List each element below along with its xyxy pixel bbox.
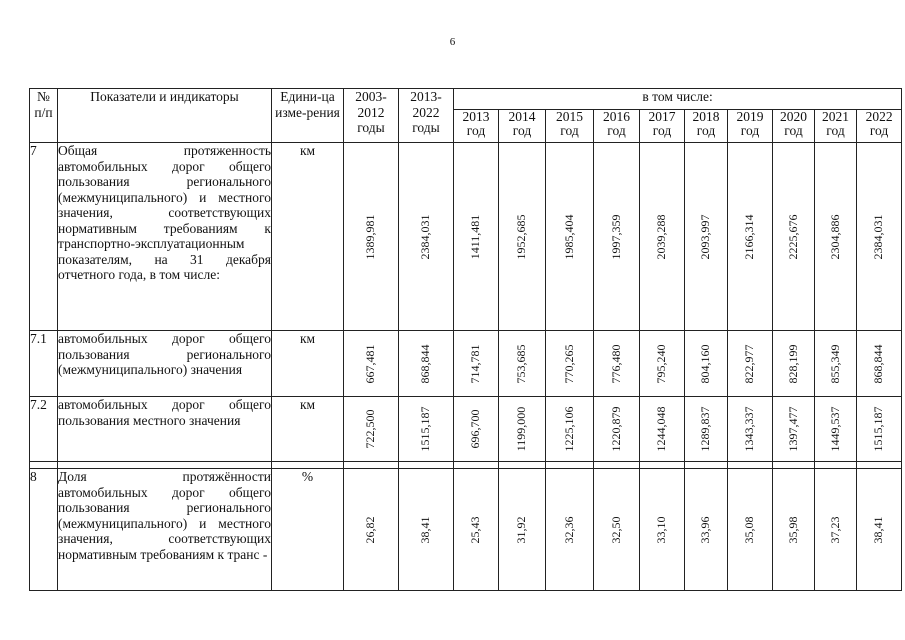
value-cell bbox=[454, 331, 499, 397]
value-text: 722,500 bbox=[363, 409, 378, 449]
value-cell bbox=[685, 143, 728, 331]
table-row bbox=[30, 469, 902, 591]
value-text: 1199,000 bbox=[514, 406, 529, 452]
value-text: 2304,886 bbox=[827, 214, 842, 259]
value-cell bbox=[857, 143, 902, 331]
value-text: 1411,481 bbox=[468, 214, 483, 259]
value-text: 33,10 bbox=[654, 516, 669, 543]
value-text: 868,844 bbox=[418, 344, 433, 383]
unit-cell: км bbox=[272, 143, 344, 331]
value-text: 1515,187 bbox=[871, 406, 886, 452]
row-number: 8 bbox=[30, 469, 58, 591]
value-text: 1289,837 bbox=[698, 406, 713, 452]
value-text: 2384,031 bbox=[871, 214, 886, 259]
value-cell bbox=[640, 469, 685, 591]
value-cell bbox=[594, 397, 640, 462]
value-cell bbox=[546, 397, 594, 462]
value-cell bbox=[728, 331, 773, 397]
value-cell bbox=[685, 397, 728, 462]
header-including: в том числе: bbox=[454, 89, 902, 110]
page-number: 6 bbox=[449, 36, 456, 48]
value-text: 770,265 bbox=[561, 344, 576, 383]
value-cell bbox=[399, 143, 454, 331]
value-text: 1985,404 bbox=[561, 214, 576, 259]
value-cell bbox=[728, 469, 773, 591]
value-cell bbox=[594, 331, 640, 397]
header-year: 2014 год bbox=[499, 110, 546, 143]
value-cell bbox=[815, 143, 857, 331]
value-cell bbox=[546, 469, 594, 591]
value-text: 696,700 bbox=[468, 409, 483, 449]
value-cell bbox=[594, 143, 640, 331]
value-cell bbox=[773, 331, 815, 397]
indicator-name: автомобильных дорог общего пользования регионального (межмуниципального) значения bbox=[58, 331, 272, 397]
header-year: 2020 год bbox=[773, 110, 815, 143]
value-cell bbox=[640, 397, 685, 462]
value-text: 25,43 bbox=[468, 516, 483, 543]
header-period-2013-2022: 2013-2022 годы bbox=[399, 89, 454, 143]
value-text: 2384,031 bbox=[418, 214, 433, 259]
indicator-name: автомобильных дорог общего пользования местного значения bbox=[58, 397, 272, 462]
value-cell bbox=[728, 397, 773, 462]
value-cell bbox=[728, 143, 773, 331]
value-text: 795,240 bbox=[654, 344, 669, 383]
value-cell bbox=[344, 397, 399, 462]
value-text: 2039,288 bbox=[654, 214, 669, 259]
value-cell bbox=[344, 469, 399, 591]
value-cell bbox=[815, 397, 857, 462]
value-cell bbox=[499, 331, 546, 397]
header-row-top bbox=[30, 89, 902, 110]
value-cell bbox=[546, 143, 594, 331]
header-year: 2018 год bbox=[685, 110, 728, 143]
value-cell bbox=[815, 331, 857, 397]
table-row bbox=[30, 143, 902, 331]
value-text: 1244,048 bbox=[654, 406, 669, 452]
value-cell bbox=[499, 397, 546, 462]
value-text: 868,844 bbox=[871, 344, 886, 383]
value-cell bbox=[399, 331, 454, 397]
value-text: 32,50 bbox=[608, 516, 623, 543]
value-text: 1449,537 bbox=[827, 406, 842, 452]
unit-cell: км bbox=[272, 331, 344, 397]
value-cell bbox=[454, 143, 499, 331]
value-text: 31,92 bbox=[514, 516, 529, 543]
header-year: 2019 год bbox=[728, 110, 773, 143]
value-cell bbox=[685, 331, 728, 397]
value-text: 1343,337 bbox=[742, 406, 757, 452]
value-cell bbox=[685, 469, 728, 591]
value-text: 1515,187 bbox=[418, 406, 433, 452]
value-text: 714,781 bbox=[468, 344, 483, 383]
value-text: 38,41 bbox=[871, 516, 886, 543]
value-text: 35,98 bbox=[785, 516, 800, 543]
value-cell bbox=[454, 397, 499, 462]
value-cell bbox=[640, 331, 685, 397]
value-cell bbox=[857, 397, 902, 462]
value-cell bbox=[546, 331, 594, 397]
unit-cell: км bbox=[272, 397, 344, 462]
value-text: 804,160 bbox=[698, 344, 713, 383]
header-year: 2017 год bbox=[640, 110, 685, 143]
value-cell bbox=[640, 143, 685, 331]
value-cell bbox=[773, 397, 815, 462]
value-text: 822,977 bbox=[742, 344, 757, 383]
value-text: 1397,477 bbox=[785, 406, 800, 452]
value-cell bbox=[499, 469, 546, 591]
value-text: 855,349 bbox=[827, 344, 842, 383]
value-text: 667,481 bbox=[363, 344, 378, 383]
value-cell bbox=[399, 469, 454, 591]
header-year: 2016 год bbox=[594, 110, 640, 143]
value-cell bbox=[594, 469, 640, 591]
row-number: 7.2 bbox=[30, 397, 58, 462]
value-cell bbox=[344, 331, 399, 397]
value-text: 1952,685 bbox=[514, 214, 529, 259]
header-year: 2022 год bbox=[857, 110, 902, 143]
value-cell bbox=[344, 143, 399, 331]
unit-cell: % bbox=[272, 469, 344, 591]
value-cell bbox=[815, 469, 857, 591]
row-number: 7.1 bbox=[30, 331, 58, 397]
value-text: 38,41 bbox=[418, 516, 433, 543]
header-year: 2021 год bbox=[815, 110, 857, 143]
value-text: 32,36 bbox=[561, 516, 576, 543]
indicators-table bbox=[29, 88, 902, 591]
value-text: 2225,676 bbox=[785, 214, 800, 259]
header-unit: Едини-ца изме-рения bbox=[272, 89, 344, 143]
header-period-2003-2012: 2003-2012 годы bbox=[344, 89, 399, 143]
value-cell bbox=[399, 397, 454, 462]
value-text: 828,199 bbox=[785, 344, 800, 383]
value-cell bbox=[499, 143, 546, 331]
value-text: 753,685 bbox=[514, 344, 529, 383]
header-num: № п/п bbox=[30, 89, 58, 143]
value-text: 2093,997 bbox=[698, 214, 713, 259]
value-text: 1220,879 bbox=[608, 406, 623, 452]
value-text: 37,23 bbox=[827, 516, 842, 543]
table-row bbox=[30, 331, 902, 397]
value-text: 1389,981 bbox=[363, 214, 378, 259]
value-cell bbox=[773, 469, 815, 591]
value-text: 1225,106 bbox=[561, 406, 576, 452]
value-text: 1997,359 bbox=[608, 214, 623, 259]
value-cell bbox=[454, 469, 499, 591]
value-text: 26,82 bbox=[363, 516, 378, 543]
value-text: 35,08 bbox=[742, 516, 757, 543]
value-text: 2166,314 bbox=[742, 214, 757, 259]
indicator-name: Доля протяжённости автомобильных дорог общего пользования регионального (межмуниципального) и местного значения, соответствующих нормативным требованиям к транс - bbox=[58, 469, 272, 591]
table-row-spacer bbox=[30, 462, 902, 469]
value-text: 33,96 bbox=[698, 516, 713, 543]
indicator-name: Общая протяженность автомобильных дорог общего пользования регионального (межмуниципального) и местного значения, соответствующих нормативным требованиям к транспортно-эксплуатационным показателям, на 31 декабря отчетного года, в том числе: bbox=[58, 143, 272, 331]
table-row bbox=[30, 397, 902, 462]
header-name: Показатели и индикаторы bbox=[58, 89, 272, 143]
header-year: 2013 год bbox=[454, 110, 499, 143]
value-cell bbox=[857, 469, 902, 591]
value-cell bbox=[773, 143, 815, 331]
value-cell bbox=[857, 331, 902, 397]
row-number: 7 bbox=[30, 143, 58, 331]
header-year: 2015 год bbox=[546, 110, 594, 143]
value-text: 776,480 bbox=[608, 344, 623, 383]
